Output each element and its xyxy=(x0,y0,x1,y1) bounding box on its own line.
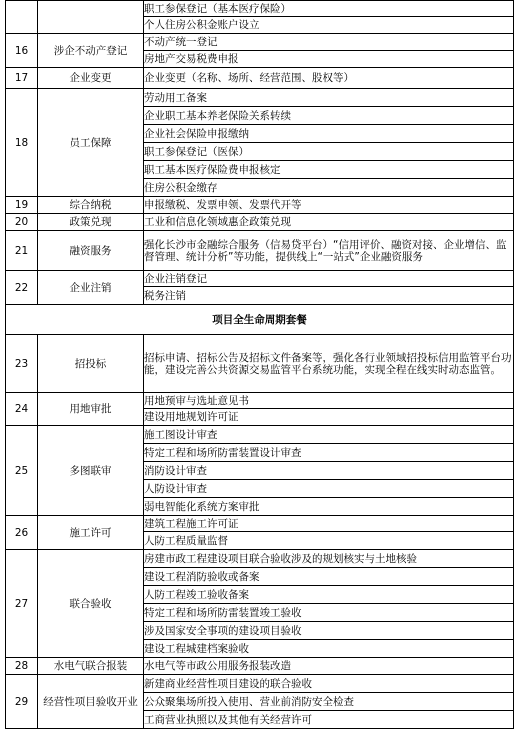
service-item: 职工参保登记（基本医疗保险） xyxy=(144,1,514,17)
service-item: 不动产统一登记 xyxy=(144,34,514,51)
table-body-bottom xyxy=(6,335,514,729)
table-row xyxy=(6,34,514,51)
service-item: 个人住房公积金账户设立 xyxy=(144,17,514,34)
service-item: 用地预审与选址意见书 xyxy=(144,393,514,409)
service-name: 融资服务 xyxy=(38,231,144,271)
service-name: 多图联审 xyxy=(38,426,144,516)
table-row xyxy=(6,335,514,393)
row-number: 18 xyxy=(6,89,38,197)
service-name: 员工保障 xyxy=(38,89,144,197)
table-row xyxy=(6,675,514,693)
table-row xyxy=(6,516,514,532)
service-item: 特定工程和场所防雷装置竣工验收 xyxy=(144,604,514,622)
table-row xyxy=(6,197,514,214)
service-name: 用地审批 xyxy=(38,393,144,426)
section-title: 项目全生命周期套餐 xyxy=(6,305,514,335)
row-number: 22 xyxy=(6,271,38,305)
service-item: 工业和信息化领域惠企政策兑现 xyxy=(144,214,514,231)
service-item: 房建市政工程建设项目联合验收涉及的规划核实与土地核验 xyxy=(144,550,514,568)
service-item: 特定工程和场所防雷装置设计审查 xyxy=(144,444,514,462)
table-row xyxy=(6,89,514,107)
service-item: 涉及国家安全事项的建设项目验收 xyxy=(144,622,514,640)
service-name: 企业注销 xyxy=(38,271,144,305)
service-name: 施工许可 xyxy=(38,516,144,550)
table-row xyxy=(6,393,514,409)
row-number: 16 xyxy=(6,34,38,68)
service-item: 人防工程竣工验收备案 xyxy=(144,586,514,604)
service-name: 涉企不动产登记 xyxy=(38,34,144,68)
table-body-top xyxy=(6,1,514,305)
service-item: 劳动用工备案 xyxy=(144,89,514,107)
service-item: 职工参保登记（医保） xyxy=(144,143,514,161)
service-item: 建设用地规划许可证 xyxy=(144,409,514,426)
service-item: 税务注销 xyxy=(144,287,514,305)
table-row xyxy=(6,658,514,675)
service-item: 水电气等市政公用服务报装改造 xyxy=(144,658,514,675)
table-row xyxy=(6,214,514,231)
service-item: 企业社会保险申报缴纳 xyxy=(144,125,514,143)
service-item: 建设工程城建档案验收 xyxy=(144,640,514,658)
service-item: 招标申请、招标公告及招标文件备案等，强化各行业领域招投标信用监管平台功能，建设完善公共资源交易监管平台系统功能，实现全程在线实时动态监管。 xyxy=(144,335,514,393)
service-item: 职工基本医疗保险费申报核定 xyxy=(144,161,514,179)
service-item: 新建商业经营性项目建设的联合验收 xyxy=(144,675,514,693)
row-number: 27 xyxy=(6,550,38,658)
service-item: 住房公积金缴存 xyxy=(144,179,514,197)
service-item: 企业注销登记 xyxy=(144,271,514,287)
service-item: 施工图设计审查 xyxy=(144,426,514,444)
table-row xyxy=(6,550,514,568)
service-name: 综合纳税 xyxy=(38,197,144,214)
section-row xyxy=(6,305,514,335)
row-number: 20 xyxy=(6,214,38,231)
service-item: 强化长沙市金融综合服务（信易贷平台）“信用评价、融资对接、企业增信、监督管理、统计分析”等功能，提供线上“一站式”企业融资服务 xyxy=(144,231,514,271)
section-row-group xyxy=(6,305,514,335)
row-number: 28 xyxy=(6,658,38,675)
table-row xyxy=(6,426,514,444)
service-table xyxy=(5,0,514,729)
row-number: 21 xyxy=(6,231,38,271)
service-item: 工商营业执照以及其他有关经营许可 xyxy=(144,711,514,729)
row-number: 17 xyxy=(6,68,38,89)
service-item: 消防设计审查 xyxy=(144,462,514,480)
service-name: 招投标 xyxy=(38,335,144,393)
service-name: 政策兑现 xyxy=(38,214,144,231)
row-number: 26 xyxy=(6,516,38,550)
row-number: 24 xyxy=(6,393,38,426)
service-item: 人防工程质量监督 xyxy=(144,532,514,550)
row-number: 19 xyxy=(6,197,38,214)
service-item: 公众聚集场所投入使用、营业前消防安全检查 xyxy=(144,693,514,711)
service-item: 弱电智能化系统方案审批 xyxy=(144,498,514,516)
service-name xyxy=(38,1,144,34)
service-item: 申报缴税、发票申领、发票代开等 xyxy=(144,197,514,214)
table-row xyxy=(6,1,514,17)
row-number: 25 xyxy=(6,426,38,516)
service-item: 企业变更（名称、场所、经营范围、股权等） xyxy=(144,68,514,89)
service-name: 联合验收 xyxy=(38,550,144,658)
row-number: 29 xyxy=(6,675,38,729)
service-item: 建设工程消防验收或备案 xyxy=(144,568,514,586)
row-number xyxy=(6,1,38,34)
service-name: 企业变更 xyxy=(38,68,144,89)
service-item: 建筑工程施工许可证 xyxy=(144,516,514,532)
service-item: 房地产交易税费申报 xyxy=(144,51,514,68)
service-item: 企业职工基本养老保险关系转续 xyxy=(144,107,514,125)
table-row xyxy=(6,68,514,89)
service-item: 人防设计审查 xyxy=(144,480,514,498)
row-number: 23 xyxy=(6,335,38,393)
service-name: 水电气联合报装 xyxy=(38,658,144,675)
table-row xyxy=(6,271,514,287)
table-row xyxy=(6,231,514,271)
service-name: 经营性项目验收开业 xyxy=(38,675,144,729)
